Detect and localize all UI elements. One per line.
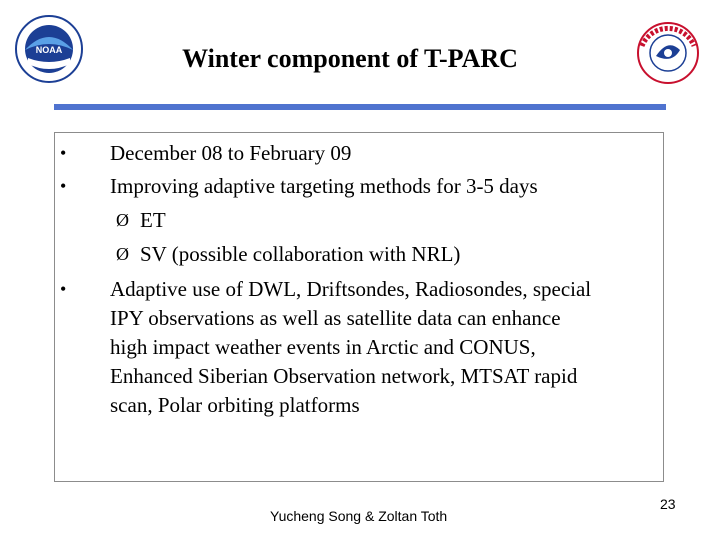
page-number: 23 (660, 496, 676, 512)
footer-author: Yucheng Song & Zoltan Toth (270, 508, 448, 524)
title-underline-bar (54, 104, 666, 110)
bullet-marker: • (60, 143, 67, 163)
sub-item-et: ET (140, 208, 166, 232)
noaa-logo-text: NOAA (35, 45, 63, 55)
bullet-marker: • (60, 176, 67, 196)
sub-item-sv: SV (possible collaboration with NRL) (140, 242, 461, 266)
arrow-bullet-icon: Ø (116, 210, 129, 230)
bullet-item-3-line-2: IPY observations as well as satellite data can enhance (110, 306, 561, 330)
bullet-item-1: December 08 to February 09 (110, 141, 352, 165)
bullet-item-3-line-3: high impact weather events in Arctic and CONUS, (110, 335, 536, 359)
slide-title: Winter component of T-PARC (182, 44, 518, 73)
bullet-item-3-line-5: scan, Polar orbiting platforms (110, 393, 360, 417)
bullet-item-3-line-4: Enhanced Siberian Observation network, MTSAT rapid (110, 364, 578, 388)
arrow-bullet-icon: Ø (116, 244, 129, 264)
bullet-marker: • (60, 279, 67, 299)
bullet-item-3-line-1: Adaptive use of DWL, Driftsondes, Radiosondes, special (110, 277, 592, 301)
bullet-item-2: Improving adaptive targeting methods for 3-5 days (110, 174, 538, 198)
